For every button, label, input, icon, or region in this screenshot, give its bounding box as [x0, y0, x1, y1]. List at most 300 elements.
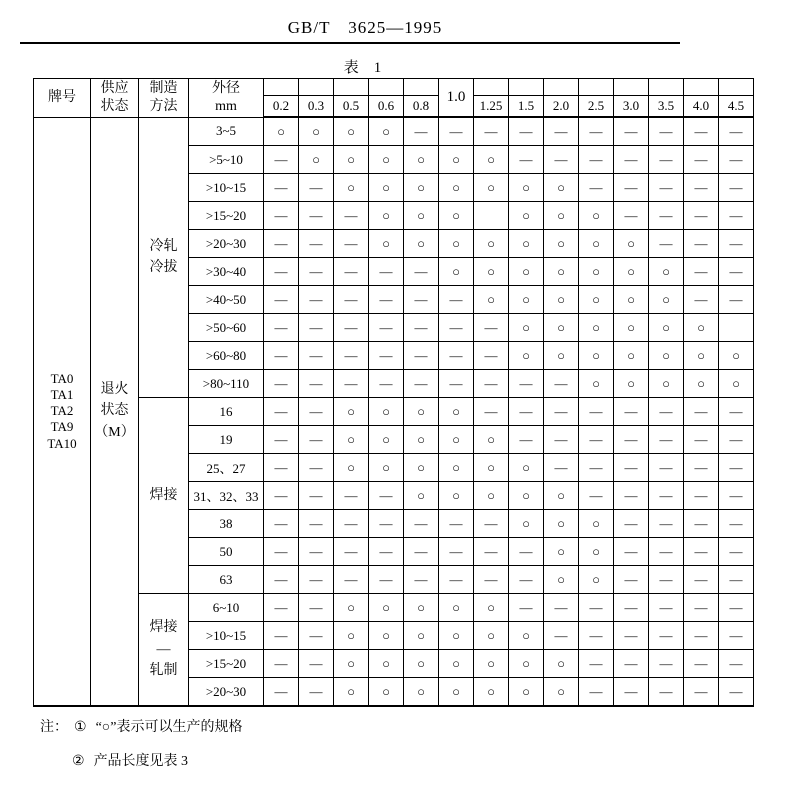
- thickness-header: 2.5: [579, 96, 614, 118]
- empty-header-cell: [299, 79, 334, 96]
- spec-table: [33, 78, 754, 707]
- mark-cell: ○: [684, 370, 719, 398]
- od-cell: 16: [189, 398, 264, 426]
- mark-cell: —: [649, 426, 684, 454]
- mark-cell: ○: [439, 594, 474, 622]
- od-cell: >10~15: [189, 622, 264, 650]
- mark-cell: —: [649, 678, 684, 707]
- empty-header-cell: [369, 79, 404, 96]
- mark-cell: —: [439, 370, 474, 398]
- mark-cell: —: [579, 146, 614, 174]
- mark-cell: ○: [264, 117, 299, 146]
- notes-block: [40, 716, 242, 784]
- table-caption: 表 1: [343, 60, 382, 76]
- mark-cell: ○: [439, 426, 474, 454]
- mark-cell: —: [684, 510, 719, 538]
- mark-cell: —: [334, 566, 369, 594]
- thickness-header: 0.5: [334, 96, 369, 118]
- mark-cell: —: [684, 426, 719, 454]
- mark-cell: ○: [369, 650, 404, 678]
- od-cell: >60~80: [189, 342, 264, 370]
- mark-cell: —: [719, 398, 754, 426]
- header-row-top: [34, 79, 754, 96]
- note-2-number: ②: [72, 754, 85, 769]
- mark-cell: ○: [334, 454, 369, 482]
- mark-cell: ○: [579, 566, 614, 594]
- mark-cell: —: [684, 482, 719, 510]
- od-cell: >30~40: [189, 258, 264, 286]
- thickness-header: 1.0: [439, 79, 474, 118]
- mark-cell: —: [334, 538, 369, 566]
- mark-cell: ○: [369, 398, 404, 426]
- empty-header-cell: [649, 79, 684, 96]
- mark-cell: —: [684, 230, 719, 258]
- mark-cell: —: [579, 482, 614, 510]
- mark-cell: ○: [544, 510, 579, 538]
- mark-cell: —: [614, 146, 649, 174]
- mark-cell: ○: [404, 622, 439, 650]
- mark-cell: —: [614, 650, 649, 678]
- mark-cell: —: [649, 398, 684, 426]
- mark-cell: —: [299, 594, 334, 622]
- mark-cell: ○: [544, 230, 579, 258]
- mark-cell: ○: [614, 258, 649, 286]
- mark-cell: —: [299, 370, 334, 398]
- mark-cell: —: [369, 566, 404, 594]
- thickness-header: 4.5: [719, 96, 754, 118]
- mark-cell: —: [649, 622, 684, 650]
- thickness-header: 0.2: [264, 96, 299, 118]
- mark-cell: —: [404, 566, 439, 594]
- mark-cell: ○: [404, 678, 439, 707]
- mark-cell: —: [264, 678, 299, 707]
- mark-cell: ○: [719, 370, 754, 398]
- mark-cell: —: [719, 482, 754, 510]
- od-cell: 63: [189, 566, 264, 594]
- mark-cell: —: [684, 538, 719, 566]
- mark-cell: —: [719, 286, 754, 314]
- od-cell: 38: [189, 510, 264, 538]
- mark-cell: ○: [369, 594, 404, 622]
- mark-cell: ○: [369, 230, 404, 258]
- od-cell: >5~10: [189, 146, 264, 174]
- mark-cell: —: [369, 510, 404, 538]
- mark-cell: ○: [544, 538, 579, 566]
- mark-cell: ○: [299, 117, 334, 146]
- mark-cell: —: [439, 342, 474, 370]
- mark-cell: ○: [404, 594, 439, 622]
- thickness-header: 1.25: [474, 96, 509, 118]
- mark-cell: —: [264, 370, 299, 398]
- mark-cell: ○: [509, 510, 544, 538]
- mark-cell: —: [719, 594, 754, 622]
- empty-header-cell: [544, 79, 579, 96]
- mark-cell: —: [299, 286, 334, 314]
- mark-cell: —: [649, 650, 684, 678]
- mark-cell: —: [404, 286, 439, 314]
- mark-cell: —: [509, 566, 544, 594]
- mark-cell: —: [299, 342, 334, 370]
- mark-cell: ○: [544, 202, 579, 230]
- mark-cell: ○: [579, 538, 614, 566]
- mark-cell: —: [439, 286, 474, 314]
- table-container: [33, 78, 754, 707]
- mark-cell: —: [649, 482, 684, 510]
- supply-state-header: 供应 状态: [91, 79, 139, 118]
- mark-cell: —: [509, 398, 544, 426]
- table-row: [34, 117, 754, 146]
- thickness-header: 2.0: [544, 96, 579, 118]
- mark-cell: —: [299, 622, 334, 650]
- thickness-header: 0.8: [404, 96, 439, 118]
- mark-cell: —: [614, 566, 649, 594]
- mark-cell: ○: [369, 117, 404, 146]
- mark-cell: —: [649, 510, 684, 538]
- mark-cell: —: [264, 566, 299, 594]
- mark-cell: —: [264, 286, 299, 314]
- empty-header-cell: [474, 79, 509, 96]
- mark-cell: —: [649, 538, 684, 566]
- mark-cell: ○: [649, 258, 684, 286]
- mark-cell: ○: [509, 482, 544, 510]
- mark-cell: ○: [719, 342, 754, 370]
- mark-cell: ○: [544, 650, 579, 678]
- mark-cell: ○: [579, 510, 614, 538]
- mark-cell: —: [614, 117, 649, 146]
- mark-cell: ○: [334, 398, 369, 426]
- mark-cell: —: [579, 174, 614, 202]
- mark-cell: —: [684, 286, 719, 314]
- mark-cell: —: [369, 342, 404, 370]
- mark-cell: —: [439, 538, 474, 566]
- mark-cell: —: [649, 146, 684, 174]
- empty-header-cell: [509, 79, 544, 96]
- mark-cell: —: [299, 538, 334, 566]
- mark-cell: —: [614, 538, 649, 566]
- mark-cell: —: [719, 538, 754, 566]
- method-group-cell: 焊接 — 轧制: [139, 594, 189, 707]
- mark-cell: ○: [509, 286, 544, 314]
- mark-cell: —: [334, 482, 369, 510]
- mark-cell: —: [719, 146, 754, 174]
- mark-cell: ○: [509, 650, 544, 678]
- table-row: [34, 594, 754, 622]
- od-cell: >50~60: [189, 314, 264, 342]
- mark-cell: —: [299, 426, 334, 454]
- mark-cell: ○: [684, 342, 719, 370]
- mark-cell: ○: [474, 678, 509, 707]
- mark-cell: ○: [579, 370, 614, 398]
- mark-cell: —: [264, 622, 299, 650]
- mark-cell: ○: [439, 258, 474, 286]
- empty-header-cell: [264, 79, 299, 96]
- thickness-header: 1.5: [509, 96, 544, 118]
- mark-cell: ○: [369, 146, 404, 174]
- mark-cell: —: [299, 398, 334, 426]
- mark-cell: ○: [369, 174, 404, 202]
- mark-cell: —: [614, 174, 649, 202]
- mark-cell: ○: [334, 146, 369, 174]
- mark-cell: —: [579, 117, 614, 146]
- mark-cell: —: [649, 454, 684, 482]
- mark-cell: —: [299, 650, 334, 678]
- mark-cell: —: [719, 258, 754, 286]
- mark-cell: —: [544, 594, 579, 622]
- mark-cell: ○: [579, 314, 614, 342]
- mark-cell: ○: [544, 566, 579, 594]
- empty-header-cell: [614, 79, 649, 96]
- method-group-cell: 冷轧 冷拔: [139, 117, 189, 398]
- mark-cell: ○: [439, 454, 474, 482]
- mark-cell: —: [264, 454, 299, 482]
- od-cell: 25、27: [189, 454, 264, 482]
- mark-cell: ○: [509, 342, 544, 370]
- mark-cell: —: [404, 314, 439, 342]
- od-cell: >15~20: [189, 202, 264, 230]
- mark-cell: —: [474, 538, 509, 566]
- mark-cell: —: [404, 117, 439, 146]
- mark-cell: ○: [404, 426, 439, 454]
- mark-cell: ○: [369, 454, 404, 482]
- mark-cell: —: [439, 117, 474, 146]
- mark-cell: —: [474, 370, 509, 398]
- mark-cell: ○: [509, 678, 544, 707]
- mark-cell: —: [264, 594, 299, 622]
- mark-cell: ○: [474, 594, 509, 622]
- mark-cell: —: [509, 538, 544, 566]
- mark-cell: —: [264, 538, 299, 566]
- mark-cell: ○: [474, 650, 509, 678]
- mark-cell: ○: [334, 678, 369, 707]
- mark-cell: —: [474, 314, 509, 342]
- mark-cell: —: [264, 230, 299, 258]
- mark-cell: ○: [614, 286, 649, 314]
- mark-cell: —: [684, 174, 719, 202]
- mark-cell: —: [719, 622, 754, 650]
- mark-cell: —: [369, 482, 404, 510]
- mark-cell: —: [684, 454, 719, 482]
- note-1: [40, 716, 242, 734]
- mark-cell: —: [614, 594, 649, 622]
- mark-cell: —: [579, 594, 614, 622]
- mark-cell: —: [404, 258, 439, 286]
- mark-cell: —: [264, 314, 299, 342]
- mark-cell: —: [579, 622, 614, 650]
- mark-cell: —: [264, 398, 299, 426]
- mark-cell: —: [544, 117, 579, 146]
- empty-header-cell: [684, 79, 719, 96]
- od-cell: >15~20: [189, 650, 264, 678]
- empty-header-cell: [334, 79, 369, 96]
- mark-cell: —: [614, 202, 649, 230]
- mark-cell: —: [684, 622, 719, 650]
- mark-cell: ○: [509, 230, 544, 258]
- mark-cell: —: [264, 650, 299, 678]
- mark-cell: —: [299, 314, 334, 342]
- mark-cell: —: [614, 426, 649, 454]
- mark-cell: ○: [474, 174, 509, 202]
- mark-cell: —: [369, 538, 404, 566]
- mark-cell: ○: [509, 174, 544, 202]
- mark-cell: ○: [684, 314, 719, 342]
- mark-cell: [719, 314, 754, 342]
- mark-cell: ○: [474, 258, 509, 286]
- mark-cell: —: [614, 454, 649, 482]
- mark-cell: —: [684, 146, 719, 174]
- mark-cell: —: [614, 482, 649, 510]
- mark-cell: —: [334, 342, 369, 370]
- mark-cell: ○: [544, 174, 579, 202]
- mark-cell: —: [684, 202, 719, 230]
- mark-cell: ○: [509, 622, 544, 650]
- empty-header-cell: [579, 79, 614, 96]
- mark-cell: ○: [439, 174, 474, 202]
- table-row: [34, 398, 754, 426]
- mark-cell: —: [719, 650, 754, 678]
- supply-state-cell: 退火 状态 （M）: [91, 117, 139, 706]
- mark-cell: —: [474, 510, 509, 538]
- mark-cell: —: [579, 454, 614, 482]
- mark-cell: ○: [439, 146, 474, 174]
- mark-cell: —: [264, 426, 299, 454]
- mark-cell: ○: [614, 370, 649, 398]
- mark-cell: —: [684, 650, 719, 678]
- mark-cell: —: [439, 566, 474, 594]
- table-head: [34, 79, 754, 118]
- mark-cell: ○: [579, 258, 614, 286]
- mark-cell: —: [264, 146, 299, 174]
- mark-cell: ○: [404, 174, 439, 202]
- mark-cell: —: [264, 342, 299, 370]
- mark-cell: ○: [579, 286, 614, 314]
- mark-cell: —: [719, 426, 754, 454]
- mark-cell: —: [404, 370, 439, 398]
- od-cell: >40~50: [189, 286, 264, 314]
- mark-cell: ○: [649, 314, 684, 342]
- mark-cell: —: [719, 230, 754, 258]
- mark-cell: —: [719, 174, 754, 202]
- od-cell: 6~10: [189, 594, 264, 622]
- thickness-header: 3.5: [649, 96, 684, 118]
- mark-cell: —: [614, 622, 649, 650]
- mark-cell: —: [509, 117, 544, 146]
- mark-cell: ○: [439, 622, 474, 650]
- mark-cell: —: [334, 258, 369, 286]
- mark-cell: —: [334, 202, 369, 230]
- method-group-cell: 焊接: [139, 398, 189, 594]
- mark-cell: ○: [474, 230, 509, 258]
- mark-cell: —: [649, 566, 684, 594]
- note-1-number: ①: [74, 720, 87, 735]
- mark-cell: ○: [649, 370, 684, 398]
- mark-cell: —: [299, 258, 334, 286]
- mark-cell: ○: [649, 342, 684, 370]
- mark-cell: —: [544, 370, 579, 398]
- mark-cell: —: [509, 426, 544, 454]
- mark-cell: ○: [474, 454, 509, 482]
- mark-cell: ○: [404, 230, 439, 258]
- thickness-header: 0.3: [299, 96, 334, 118]
- mark-cell: —: [369, 286, 404, 314]
- mark-cell: ○: [369, 426, 404, 454]
- mark-cell: ○: [299, 146, 334, 174]
- mark-cell: ○: [404, 454, 439, 482]
- mark-cell: ○: [404, 202, 439, 230]
- mark-cell: —: [614, 398, 649, 426]
- mark-cell: ○: [544, 286, 579, 314]
- empty-header-cell: [404, 79, 439, 96]
- mark-cell: ○: [649, 286, 684, 314]
- mark-cell: ○: [614, 230, 649, 258]
- mark-cell: —: [684, 117, 719, 146]
- od-cell: 19: [189, 426, 264, 454]
- mark-cell: —: [684, 566, 719, 594]
- mark-cell: ○: [439, 678, 474, 707]
- mark-cell: —: [299, 566, 334, 594]
- mark-cell: —: [649, 174, 684, 202]
- mark-cell: —: [684, 594, 719, 622]
- mark-cell: —: [509, 146, 544, 174]
- mark-cell: ○: [579, 342, 614, 370]
- mark-cell: ○: [369, 622, 404, 650]
- mark-cell: —: [544, 622, 579, 650]
- mark-cell: —: [264, 202, 299, 230]
- mark-cell: ○: [474, 426, 509, 454]
- method-header: 制造 方法: [139, 79, 189, 118]
- mark-cell: —: [474, 117, 509, 146]
- mark-cell: —: [544, 454, 579, 482]
- mark-cell: —: [579, 650, 614, 678]
- od-header: 外径 mm: [189, 79, 264, 118]
- mark-cell: —: [404, 538, 439, 566]
- note-2-text: 产品长度见表 3: [93, 754, 189, 769]
- mark-cell: —: [299, 454, 334, 482]
- mark-cell: —: [404, 342, 439, 370]
- note-1-text: “○”表示可以生产的规格: [95, 720, 243, 735]
- mark-cell: —: [719, 202, 754, 230]
- mark-cell: —: [369, 370, 404, 398]
- mark-cell: —: [649, 117, 684, 146]
- mark-cell: ○: [439, 202, 474, 230]
- mark-cell: —: [719, 566, 754, 594]
- mark-cell: ○: [474, 622, 509, 650]
- mark-cell: —: [334, 510, 369, 538]
- mark-cell: —: [474, 566, 509, 594]
- mark-cell: —: [334, 286, 369, 314]
- mark-cell: ○: [439, 230, 474, 258]
- mark-cell: ○: [404, 398, 439, 426]
- od-cell: >10~15: [189, 174, 264, 202]
- mark-cell: —: [649, 202, 684, 230]
- mark-cell: [474, 202, 509, 230]
- mark-cell: ○: [544, 314, 579, 342]
- grade-header: 牌号: [34, 79, 91, 118]
- mark-cell: —: [334, 230, 369, 258]
- mark-cell: ○: [544, 342, 579, 370]
- mark-cell: ○: [509, 258, 544, 286]
- mark-cell: —: [509, 594, 544, 622]
- mark-cell: ○: [509, 314, 544, 342]
- mark-cell: —: [299, 482, 334, 510]
- mark-cell: —: [684, 678, 719, 707]
- mark-cell: ○: [614, 314, 649, 342]
- mark-cell: ○: [544, 258, 579, 286]
- mark-cell: ○: [474, 146, 509, 174]
- mark-cell: ○: [404, 146, 439, 174]
- note-2: [66, 750, 242, 768]
- mark-cell: —: [299, 510, 334, 538]
- mark-cell: —: [614, 678, 649, 707]
